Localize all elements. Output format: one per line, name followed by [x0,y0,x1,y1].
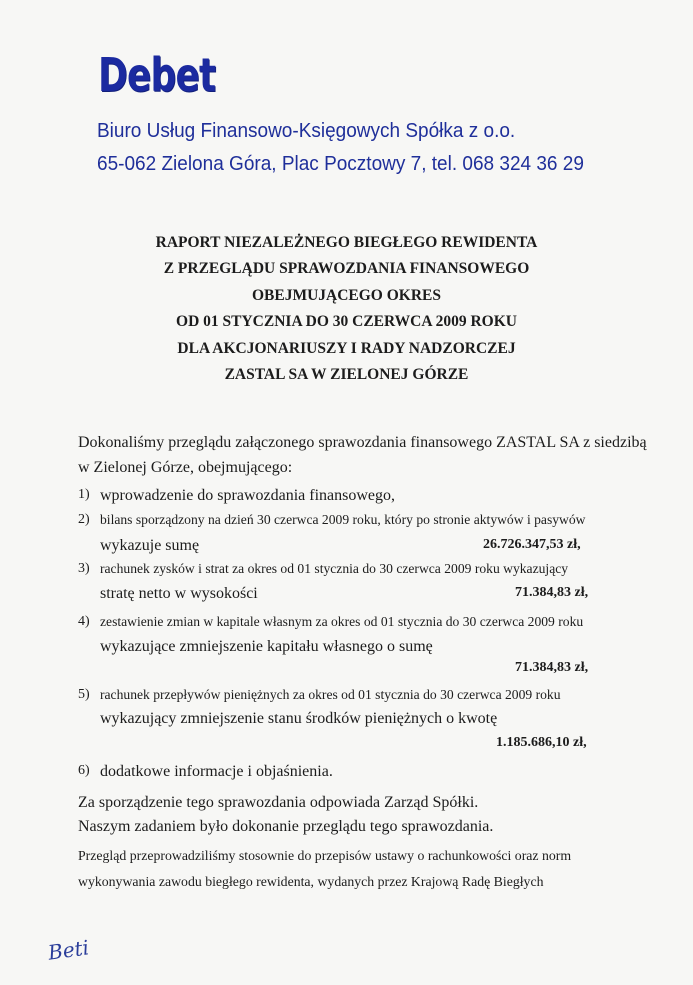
title-line: DLA AKCJONARIUSZY I RADY NADZORCZEJ [177,339,516,357]
report-title [0,230,693,388]
title-line: OBEJMUJĄCEGO OKRES [251,286,442,304]
item-text: rachunek zysków i strat za okres od 01 stycznia do 30 czerwca 2009 roku wykazujący [100,561,569,576]
item-number: 6) [78,763,90,778]
title-line: RAPORT NIEZALEŻNEGO BIEGŁEGO REWIDENTA [155,234,538,251]
intro-line-2: w Zielonej Górze, obejmującego: [78,459,293,476]
item-text: rachunek przepływów pieniężnych za okres od 01 stycznia do 30 czerwca 2009 roku [100,687,561,702]
item-amount: 26.726.347,53 zł, [483,537,581,552]
item-text: stratę netto w wysokości [100,585,258,602]
paragraph-line: Przegląd przeprowadziliśmy stosownie do przepisów ustawy o rachunkowości oraz norm [78,848,572,863]
item-text: bilans sporządzony na dzień 30 czerwca 2009 roku, który po stronie aktywów i pasywów [100,512,586,527]
company-address: 65-062 Zielona Góra, Plac Pocztowy 7, tel. 068 324 36 29 [97,153,584,175]
intro-line-1: Dokonaliśmy przeglądu załączonego sprawozdania finansowego ZASTAL SA z siedzibą [78,434,647,451]
item-amount: 71.384,83 zł, [515,585,589,600]
paragraph-line: wykonywania zawodu biegłego rewidenta, wydanych przez Krajową Radę Biegłych [78,874,544,889]
item-text: zestawienie zmian w kapitale własnym za okres od 01 stycznia do 30 czerwca 2009 roku [100,614,584,629]
item-number: 5) [78,687,90,702]
paragraph-line: Za sporządzenie tego sprawozdania odpowiada Zarząd Spółki. [78,794,479,811]
paragraph-line: Naszym zadaniem było dokonanie przeglądu tego sprawozdania. [78,818,494,835]
company-logo: Debet [98,48,216,102]
item-text: wprowadzenie do sprawozdania finansowego, [100,487,396,504]
item-text: wykazujący zmniejszenie stanu środków pieniężnych o kwotę [100,710,498,727]
item-text: wykazuje sumę [100,537,200,554]
signature: Beti [46,935,91,965]
title-line: OD 01 STYCZNIA DO 30 CZERWCA 2009 ROKU [176,313,517,331]
item-text: dodatkowe informacje i objaśnienia. [100,763,333,780]
item-number: 1) [78,487,90,502]
item-amount: 1.185.686,10 zł, [496,735,587,750]
company-name: Biuro Usług Finansowo-Księgowych Spółka z o.o. [97,120,516,142]
item-text: wykazujące zmniejszenie kapitału własnego o sumę [100,638,433,655]
title-line: ZASTAL SA W ZIELONEJ GÓRZE [224,366,469,384]
item-number: 3) [78,561,90,576]
item-amount: 71.384,83 zł, [515,660,589,675]
title-line: Z PRZEGLĄDU SPRAWOZDANIA FINANSOWEGO [163,260,530,278]
item-number: 2) [78,512,90,527]
item-number: 4) [78,614,90,629]
